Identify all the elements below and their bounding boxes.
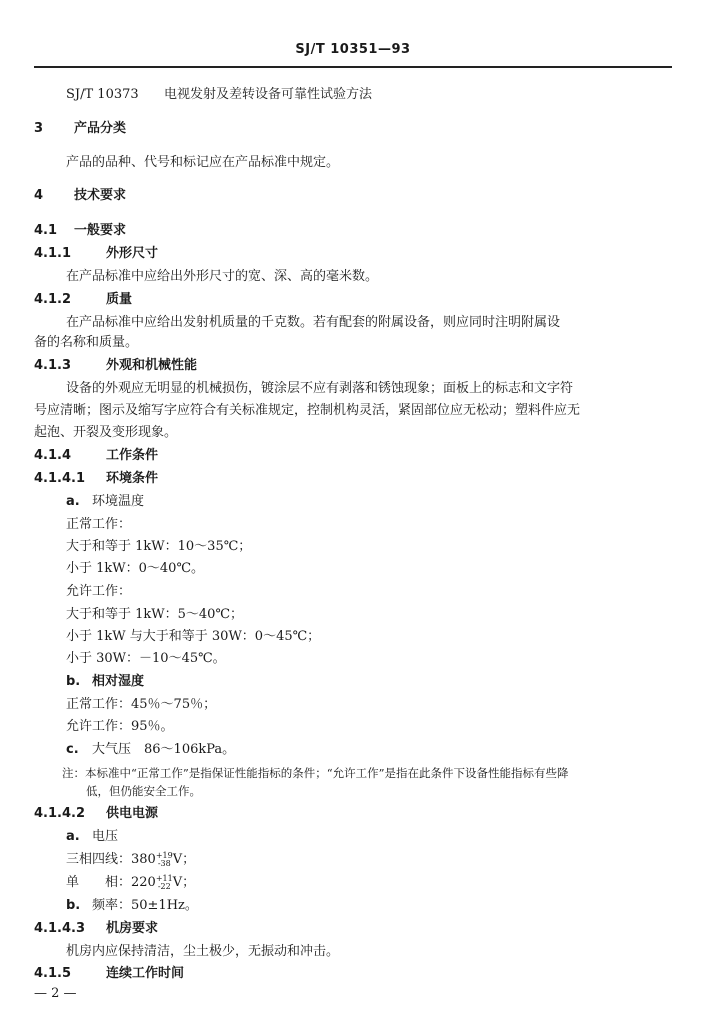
section-title: 工作条件 xyxy=(106,448,159,463)
section-4-1-5-heading xyxy=(34,964,656,984)
voltage-tolerance: +11 -22 xyxy=(155,873,173,891)
section-title: 环境条件 xyxy=(106,471,159,486)
section-title: 机房要求 xyxy=(106,921,159,936)
section-title: 供电电源 xyxy=(106,806,159,821)
list-line: 正常工作：45％～75％； xyxy=(66,697,217,712)
paragraph-line: 在产品标准中应给出发射机质量的千克数。若有配套的附属设备，则应同时注明附属设 xyxy=(66,315,561,330)
section-title: 质量 xyxy=(106,292,133,307)
list-line: 小于 1kW 与大于和等于 30W：0～45℃； xyxy=(66,629,321,644)
section-4-1-3-heading xyxy=(34,356,656,376)
section-title: 产品分类 xyxy=(74,121,127,136)
voltage-unit: V； xyxy=(172,852,196,867)
section-4-1-4-1-heading xyxy=(34,469,656,489)
section-title: 一般要求 xyxy=(74,223,127,238)
section-title: 技术要求 xyxy=(74,188,127,203)
item-title: 相对湿度 xyxy=(92,674,145,689)
item-label: c. xyxy=(66,742,79,757)
item-c-line xyxy=(66,740,656,760)
section-number: 3 xyxy=(34,121,44,136)
section-title: 连续工作时间 xyxy=(106,966,185,981)
list-line: 大于和等于 1kW：5～40℃； xyxy=(66,607,243,622)
item-label: b. xyxy=(66,898,81,913)
paragraph-line: 设备的外观应无明显的机械损伤，镀涂层不应有剥落和锈蚀现象；面板上的标志和文字符 xyxy=(66,381,574,396)
note-line: 低，但仍能安全工作。 xyxy=(86,784,201,798)
voltage-value: 三相四线：380 xyxy=(66,852,156,867)
list-line: 小于 30W：－10～45℃。 xyxy=(66,651,226,666)
section-number: 4.1.2 xyxy=(34,292,72,307)
list-line: 允许工作：95％。 xyxy=(66,719,174,734)
section-4-1-4-2-heading xyxy=(34,804,656,824)
list-line: 正常工作： xyxy=(66,517,132,532)
section-4-1-4-3-body: 机房内应保持清洁，尘土极少，无振动和冲击。 xyxy=(66,944,340,959)
section-4-1-1-heading xyxy=(34,244,656,264)
section-4-1-2-heading xyxy=(34,290,656,310)
section-4-1-4-heading xyxy=(34,446,656,466)
reference-line xyxy=(66,85,656,105)
voltage-tolerance: +19 -38 xyxy=(155,850,173,868)
list-line: 小于 1kW：0～40℃。 xyxy=(66,561,204,576)
section-4-heading xyxy=(34,186,656,206)
paragraph-line: 号应清晰；图示及缩写字应符合有关标准规定，控制机构灵活，紧固部位应无松动；塑料件应无 xyxy=(34,403,581,418)
section-4-1-heading xyxy=(34,221,656,241)
voltage-single-phase xyxy=(66,873,656,893)
item-a-heading xyxy=(66,492,656,512)
section-4-1-4-3-heading xyxy=(34,919,656,939)
section-number: 4 xyxy=(34,188,44,203)
item-title: 电压 xyxy=(92,829,119,844)
item-label: a. xyxy=(66,494,80,509)
item-b-heading xyxy=(66,672,656,692)
paragraph-line: 备的名称和质量。 xyxy=(34,335,139,350)
page-header: SJ/T 10351—93 xyxy=(295,42,411,57)
item-text: 大气压 86～106kPa。 xyxy=(92,742,236,757)
paragraph-line: 起泡、开裂及变形现象。 xyxy=(34,425,178,440)
item-a-heading xyxy=(66,827,656,847)
reference-title: 电视发射及差转设备可靠性试验方法 xyxy=(164,87,373,102)
list-line: 大于和等于 1kW：10～35℃； xyxy=(66,539,252,554)
item-b-line xyxy=(66,896,656,916)
voltage-value: 单 相：220 xyxy=(66,875,156,890)
section-title: 外观和机械性能 xyxy=(106,358,198,373)
note-line: 注：本标准中“正常工作”是指保证性能指标的条件；“允许工作”是指在此条件下设备性能指标有些降 xyxy=(62,766,569,780)
item-label: a. xyxy=(66,829,80,844)
item-label: b. xyxy=(66,674,81,689)
section-number: 4.1.4.3 xyxy=(34,921,85,936)
section-number: 4.1.4.2 xyxy=(34,806,85,821)
voltage-three-phase xyxy=(66,850,656,870)
section-4-1-1-body: 在产品标准中应给出外形尺寸的宽、深、高的毫米数。 xyxy=(66,269,379,284)
page-number: — 2 — xyxy=(34,986,77,1001)
section-title: 外形尺寸 xyxy=(106,246,159,261)
item-text: 频率：50±1Hz。 xyxy=(92,898,198,913)
section-number: 4.1.4.1 xyxy=(34,471,85,486)
voltage-unit: V； xyxy=(172,875,196,890)
section-number: 4.1.1 xyxy=(34,246,72,261)
list-line: 允许工作： xyxy=(66,584,132,599)
reference-code: SJ/T 10373 xyxy=(66,87,139,102)
section-3-body: 产品的品种、代号和标记应在产品标准中规定。 xyxy=(66,155,340,170)
item-title: 环境温度 xyxy=(92,494,145,509)
section-number: 4.1.5 xyxy=(34,966,72,981)
section-number: 4.1.4 xyxy=(34,448,72,463)
section-number: 4.1.3 xyxy=(34,358,72,373)
header-rule xyxy=(34,66,672,68)
section-number: 4.1 xyxy=(34,223,58,238)
section-3-heading xyxy=(34,119,656,139)
